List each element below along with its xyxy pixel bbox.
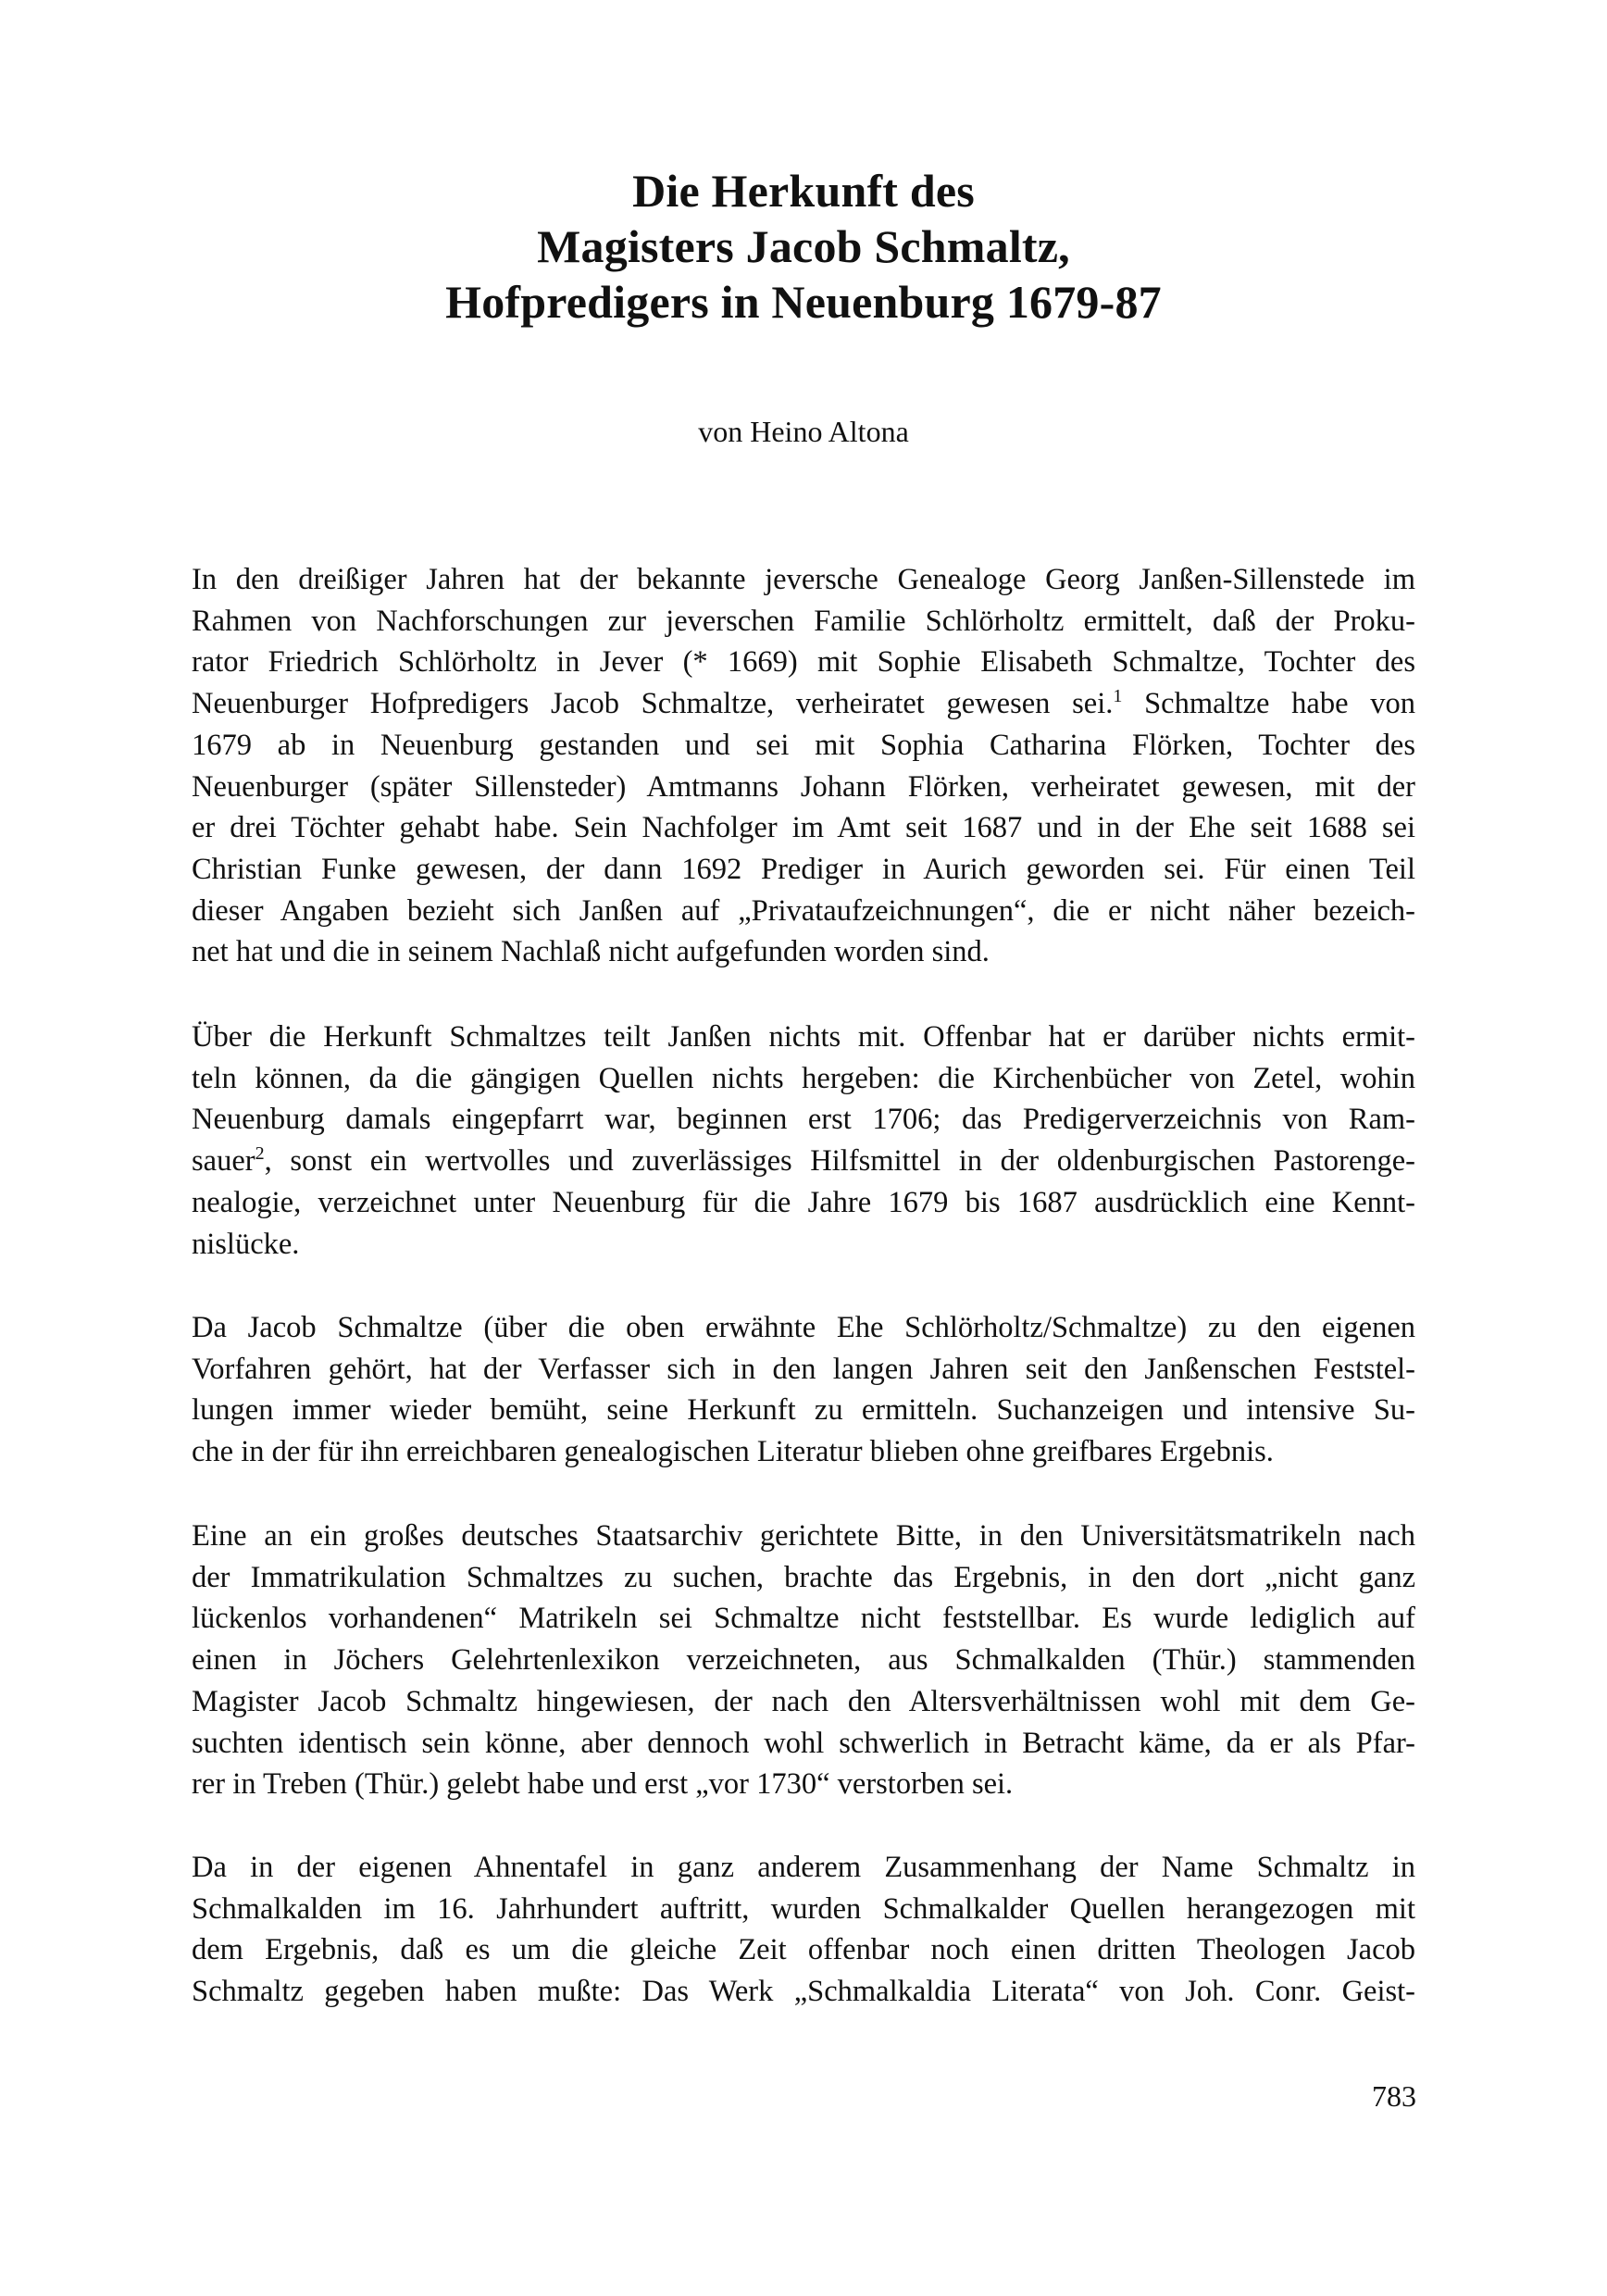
text-line: 1679 ab in Neuenburg gestanden und sei mit Sophia Catharina Flörken, Tochter des [192, 728, 1415, 762]
footnote-marker-1: 1 [1113, 686, 1123, 707]
paragraph-3 [192, 1307, 1415, 1473]
text-segment: sauer [192, 1144, 255, 1179]
text-line: teln können, da die gängigen Quellen nichts hergeben: die Kirchenbücher von Zetel, wohin [192, 1061, 1415, 1095]
title-line-3: Hofpredigers in Neuenburg 1679-87 [445, 276, 1162, 328]
text-line: Rahmen von Nachforschungen zur jeverschen Familie Schlörholtz ermittelt, daß der Proku- [192, 604, 1415, 638]
title-line-2: Magisters Jacob Schmaltz, [537, 220, 1070, 272]
text-line: Über die Herkunft Schmaltzes teilt Janßen nichts mit. Offenbar hat er darüber nichts ermit- [192, 1020, 1415, 1054]
text-line: Schmaltz gegeben haben mußte: Das Werk „Schmalkaldia Literata“ von Joh. Conr. Geist- [192, 1975, 1415, 2009]
paragraph-1 [192, 559, 1415, 973]
text-line: der Immatrikulation Schmaltzes zu suchen, brachte das Ergebnis, in den dort „nicht ganz [192, 1560, 1415, 1594]
author-byline: von Heino Altona [698, 415, 909, 448]
text-line: nislücke. [192, 1227, 300, 1261]
text-line: Vorfahren gehört, hat der Verfasser sich in den langen Jahren seit den Janßenschen Feststel- [192, 1352, 1415, 1386]
text-line: suchten identisch sein könne, aber dennoch wohl schwerlich in Betracht käme, da er als Pfar- [192, 1726, 1415, 1760]
title-line-1: Die Herkunft des [632, 165, 975, 217]
text-line: dieser Angaben bezieht sich Janßen auf „Privataufzeichnungen“, die er nicht näher bezeich- [192, 893, 1415, 928]
text-line: Da Jacob Schmaltze (über die oben erwähnte Ehe Schlörholtz/Schmaltze) zu den eigenen [192, 1311, 1415, 1344]
text-line: nealogie, verzeichnet unter Neuenburg für die Jahre 1679 bis 1687 ausdrücklich eine Kennt- [192, 1185, 1415, 1219]
text-line [192, 1141, 1415, 1182]
text-line: Eine an ein großes deutsches Staatsarchiv gerichtete Bitte, in den Universitätsmatrikeln nach [192, 1519, 1415, 1553]
text-segment: , sonst ein wertvolles und zuverlässiges Hilfsmittel in der oldenburgischen Pastorenge- [264, 1144, 1415, 1179]
text-line: Christian Funke gewesen, der dann 1692 Prediger in Aurich geworden sei. Für einen Teil [192, 852, 1415, 886]
text-line: lückenlos vorhandenen“ Matrikeln sei Schmaltze nicht feststellbar. Es wurde lediglich auf [192, 1602, 1415, 1636]
text-line: einen in Jöchers Gelehrtenlexikon verzeichneten, aus Schmalkalden (Thür.) stammenden [192, 1643, 1415, 1678]
text-line: dem Ergebnis, daß es um die gleiche Zeit offenbar noch einen dritten Theologen Jacob [192, 1933, 1415, 1967]
text-line: Da in der eigenen Ahnentafel in ganz anderem Zusammenhang der Name Schmaltz in [192, 1851, 1415, 1884]
text-line [192, 683, 1415, 725]
text-line: net hat und die in seinem Nachlaß nicht aufgefunden worden sind. [192, 935, 990, 969]
text-line: In den dreißiger Jahren hat der bekannte jeversche Genealoge Georg Janßen-Sillenstede im [192, 563, 1415, 596]
text-line: rer in Treben (Thür.) gelebt habe und erst „vor 1730“ verstorben sei. [192, 1767, 1014, 1802]
text-line: Schmalkalden im 16. Jahrhundert auftritt, wurden Schmalkalder Quellen herangezogen mit [192, 1891, 1415, 1926]
paragraph-4 [192, 1516, 1415, 1805]
text-line: Neuenburger (später Sillensteder) Amtmanns Johann Flörken, verheiratet gewesen, mit der [192, 769, 1415, 804]
article-title [0, 163, 1607, 330]
paragraph-5 [192, 1847, 1415, 2013]
text-line: che in der für ihn erreichbaren genealogischen Literatur blieben ohne greifbares Ergebnis. [192, 1435, 1274, 1469]
text-line: Magister Jacob Schmaltz hingewiesen, der nach den Altersverhältnissen wohl mit dem Ge- [192, 1684, 1415, 1718]
text-segment: Schmaltze habe von [1122, 687, 1415, 721]
text-line: lungen immer wieder bemüht, seine Herkunft zu ermitteln. Suchanzeigen und intensive Su- [192, 1393, 1415, 1428]
text-segment: Neuenburger Hofpredigers Jacob Schmaltze, verheiratet gewesen sei. [192, 687, 1114, 721]
text-line: rator Friedrich Schlörholtz in Jever (* 1669) mit Sophie Elisabeth Schmaltze, Tochter des [192, 645, 1415, 680]
text-line: Neuenburg damals eingepfarrt war, beginnen erst 1706; das Predigerverzeichnis von Ram- [192, 1103, 1415, 1137]
paragraph-2 [192, 1017, 1415, 1265]
text-line: er drei Töchter gehabt habe. Sein Nachfolger im Amt seit 1687 und in der Ehe seit 1688 sei [192, 811, 1415, 845]
page-number: 783 [1372, 2079, 1416, 2113]
footnote-marker-2: 2 [255, 1143, 265, 1165]
